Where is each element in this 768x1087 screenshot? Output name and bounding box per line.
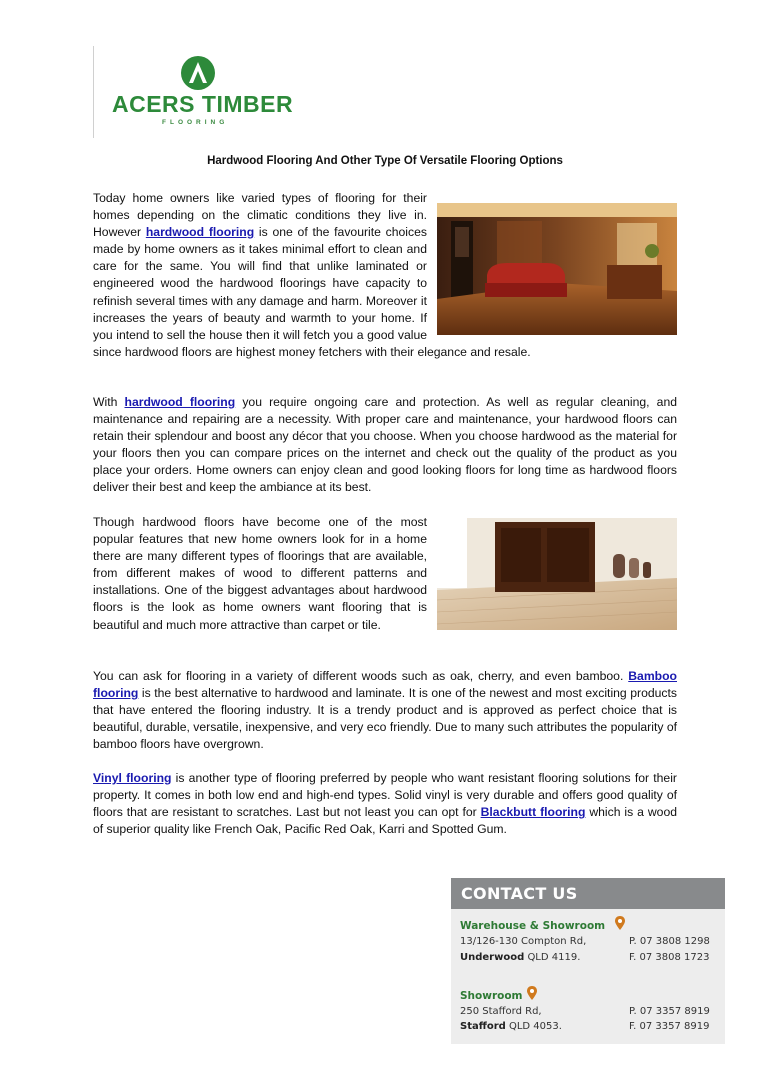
contact-heading: CONTACT US <box>461 884 578 903</box>
paragraph-3: Though hardwood floors have become one of the most popular features that new home owners look for in a home there are many different types of floorings that are available, from different makes of wood to different patterns and installations. One of the biggest advantages about hardwood floors is the look as home owners want flooring that is beautiful and much more attractive than carpet or tile. <box>93 514 677 634</box>
location-pin-icon <box>615 916 625 930</box>
paragraph-5: Vinyl flooring is another type of flooring preferred by people who want resistant flooring solutions for their property. It comes in both low end and high-end types. Solid vinyl is very durable and offers good quality of floors that are resistant to scratches. Last but not least you can opt for Blackbutt flooring which is a wood of superior quality like French Oak, Pacific Red Oak, Karri and Spotted Gum. <box>93 771 677 837</box>
showroom-suburb-line: Stafford QLD 4053. <box>460 1021 562 1032</box>
showroom-address: 250 Stafford Rd, <box>460 1006 542 1017</box>
hardwood-flooring-link[interactable]: hardwood flooring <box>145 225 255 240</box>
paragraph-1: Today home owners like varied types of flooring for their homes depending on the climatic conditions they live in. However hardwood flooring is one of the favourite choices made by home owners as it takes minimal effort to clean and care for the same. You will find that unlike laminated or engineered wood the hardwood floorings have capacity to refinish several times with any damage and harm. Moreover it increases the years of beauty and warmth to your home. If you intend to sell the house then it will fetch you a good value since hardwood floors are highest money fetchers with their elegance and resale. <box>93 190 677 361</box>
hardwood-flooring-link-2[interactable]: hardwood flooring <box>124 395 236 409</box>
paragraph-2: With hardwood flooring you require ongoing care and protection. As well as regular cleaning, and maintenance and repairing are a necessity. With proper care and maintenance, your hardwood floors can retain their splendour and boost any décor that you choose. When you choose hardwood as the material for your floors then you can compare prices on the internet and check out the quality of the product as you place your orders. Home owners can enjoy clean and good looking floors for long time as hardwood floors deliver their best and keep the ambiance at its best. <box>93 395 677 495</box>
bamboo-flooring-link[interactable]: Bamboo flooring <box>93 669 677 701</box>
showroom-phone: P. 07 3357 8919 <box>629 1006 710 1017</box>
logo-name: ACERS TIMBER <box>112 91 294 117</box>
contact-us-box <box>451 878 725 1044</box>
logo-mark-icon <box>180 55 216 91</box>
warehouse-phone: P. 07 3808 1298 <box>629 936 710 947</box>
showroom-label: Showroom <box>460 990 523 1002</box>
warehouse-fax: F. 07 3808 1723 <box>629 952 710 963</box>
showroom-fax: F. 07 3357 8919 <box>629 1021 710 1032</box>
warehouse-suburb-line: Underwood QLD 4119. <box>460 952 581 963</box>
blackbutt-flooring-link[interactable]: Blackbutt flooring <box>480 805 586 820</box>
warehouse-label: Warehouse & Showroom <box>460 920 606 932</box>
living-room-photo <box>437 203 677 335</box>
paragraph-4: You can ask for flooring in a variety of different woods such as oak, cherry, and even bamboo. Bamboo flooring is the best alternative to hardwood and laminate. It is one of the newest and most exciting products that have entered the flooring industry. It is a trendy product and is approved as perfect choice that is beautiful, durable, versatile, inexpensive, and very eco friendly. Due to many such attributes the popularity of bamboo floors have overgrown. <box>93 669 677 752</box>
cabinet-floor-photo <box>437 518 677 630</box>
logo-subtitle: FLOORING <box>162 119 229 126</box>
page-title: Hardwood Flooring And Other Type Of Versatile Flooring Options <box>207 155 563 167</box>
warehouse-address: 13/126-130 Compton Rd, <box>460 936 587 947</box>
contact-header <box>451 878 725 909</box>
location-pin-icon <box>527 986 537 1000</box>
vinyl-flooring-link[interactable]: Vinyl flooring <box>93 771 172 785</box>
company-logo <box>112 55 292 135</box>
logo-divider <box>93 46 94 138</box>
